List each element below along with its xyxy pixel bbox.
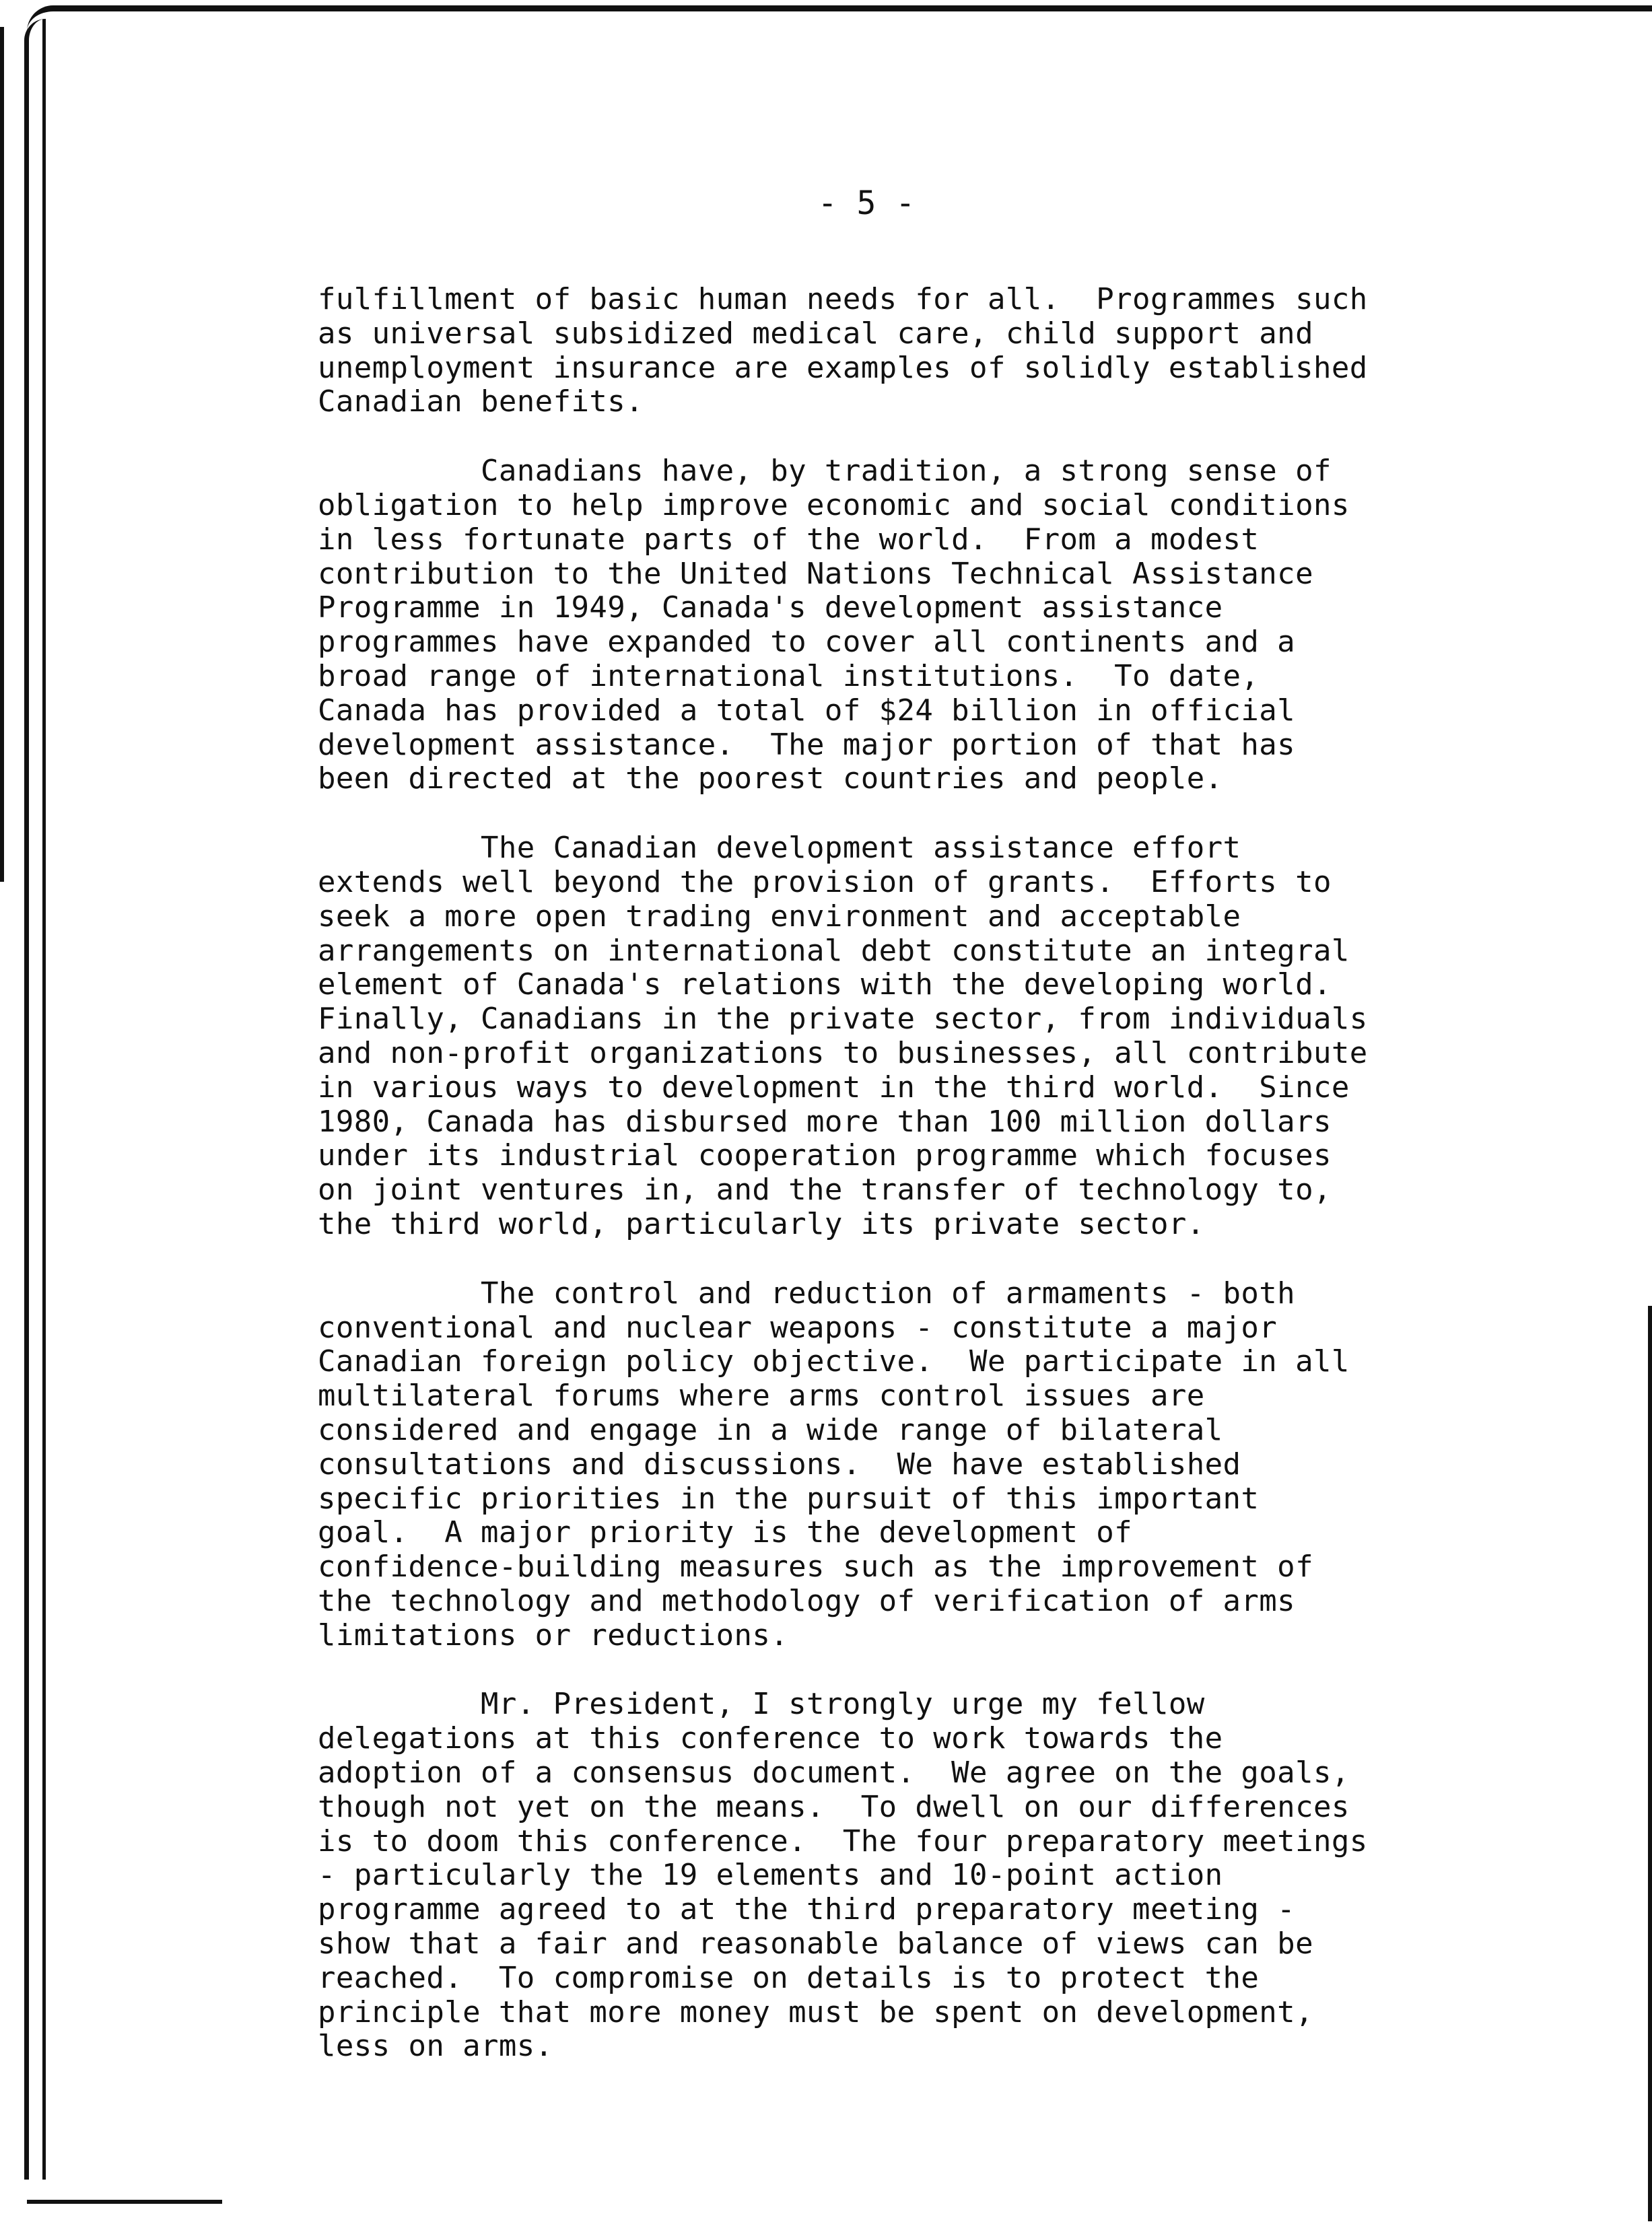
binder-frame-top <box>27 5 1652 32</box>
paragraph-3: The Canadian development assistance effort extends well beyond the provision of grants. Efforts to seek a more open trading environment and acceptable arrangements on international debt constitute an integral element of Canada's relations with the developing world. Finally, Canadians in the private sector, from individuals and non-profit organizations to businesses, all contribute in various ways to development in the third world. Since 1980, Canada has disbursed more than 100 million dollars under its industrial cooperation programme which focuses on joint ventures in, and the transfer of technology to, the third world, particularly its private sector. <box>318 831 1368 1241</box>
document-body <box>318 283 1529 2099</box>
paragraph-1: fulfillment of basic human needs for all. Programmes such as universal subsidized medical care, child support and unemployment insurance are examples of solidly established Canadian benefits. <box>318 282 1368 419</box>
scan-edge-left <box>0 27 4 882</box>
paragraph-5: Mr. President, I strongly urge my fellow delegations at this conference to work towards the adoption of a consensus document. We agree on the goals, though not yet on the means. To dwell on our differences is to doom this conference. The four preparatory meetings - particularly the 19 elements and 10-point action programme agreed to at the third preparatory meeting - show that a fair and reasonable balance of views can be reached. To compromise on details is to protect the principle that more money must be spent on development, less on arms. <box>318 1687 1368 2064</box>
binder-frame-left <box>24 19 46 2180</box>
scan-edge-right <box>1648 1306 1652 2221</box>
paragraph-4: The control and reduction of armaments - both conventional and nuclear weapons - constitute a major Canadian foreign policy objective. We participate in all multilateral forums where arms control issues are considered and engage in a wide range of bilateral consultations and discussions. We have established specific priorities in the pursuit of this important goal. A major priority is the development of confidence-building measures such as the improvement of the technology and methodology of verification of arms limitations or reductions. <box>318 1276 1350 1653</box>
paragraph-2: Canadians have, by tradition, a strong sense of obligation to help improve economic and social conditions in less fortunate parts of the world. From a modest contribution to the United Nations Technical Assistance Programme in 1949, Canada's development assistance programmes have expanded to cover all continents and a broad range of international institutions. To date, Canada has provided a total of $24 billion in official development assistance. The major portion of that has been directed at the poorest countries and people. <box>318 454 1350 796</box>
page-number: - 5 - <box>817 184 916 222</box>
binder-frame-bottom <box>27 2200 222 2217</box>
